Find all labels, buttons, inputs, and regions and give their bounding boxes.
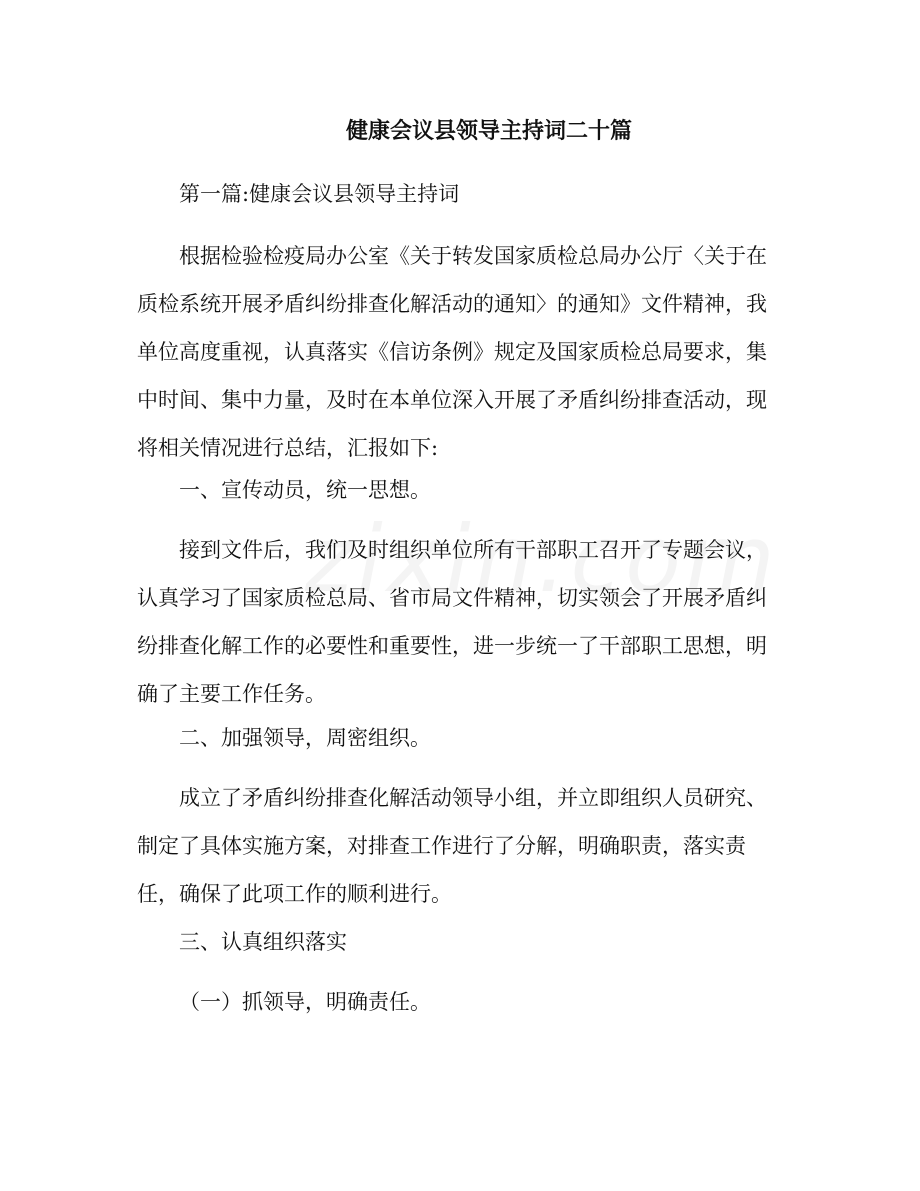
document-title: 健康会议县领导主持词二十篇 <box>345 119 632 144</box>
paragraph-2: 接到文件后，我们及时组织单位所有干部职工召开了专题会议，认真学习了国家质检总局、省市局文件精神，切实领会了开展矛盾纠纷排查化解工作的必要性和重要性，进一步统一了干部职工思想，明确了主要工作任务。 <box>137 538 767 706</box>
subheading-1: （一）抓领导，明确责任。 <box>179 990 431 1014</box>
heading-3: 三、认真组织落实 <box>179 930 347 954</box>
section-title: 第一篇:健康会议县领导主持词 <box>179 182 460 206</box>
paragraph-1: 根据检验检疫局办公室《关于转发国家质检总局办公厅〈关于在质检系统开展矛盾纠纷排查化解活动的通知〉的通知》文件精神，我单位高度重视，认真落实《信访条例》规定及国家质检总局要求，集中时间、集中力量，及时在本单位深入开展了矛盾纠纷排查活动，现将相关情况进行总结，汇报如下: <box>137 244 767 460</box>
heading-2: 二、加强领导，周密组织。 <box>179 726 431 750</box>
heading-1: 一、宣传动员，统一思想。 <box>179 478 431 502</box>
paragraph-3: 成立了矛盾纠纷排查化解活动领导小组，并立即组织人员研究、制定了具体实施方案，对排查工作进行了分解，明确职责，落实责任，确保了此项工作的顺利进行。 <box>137 786 767 906</box>
